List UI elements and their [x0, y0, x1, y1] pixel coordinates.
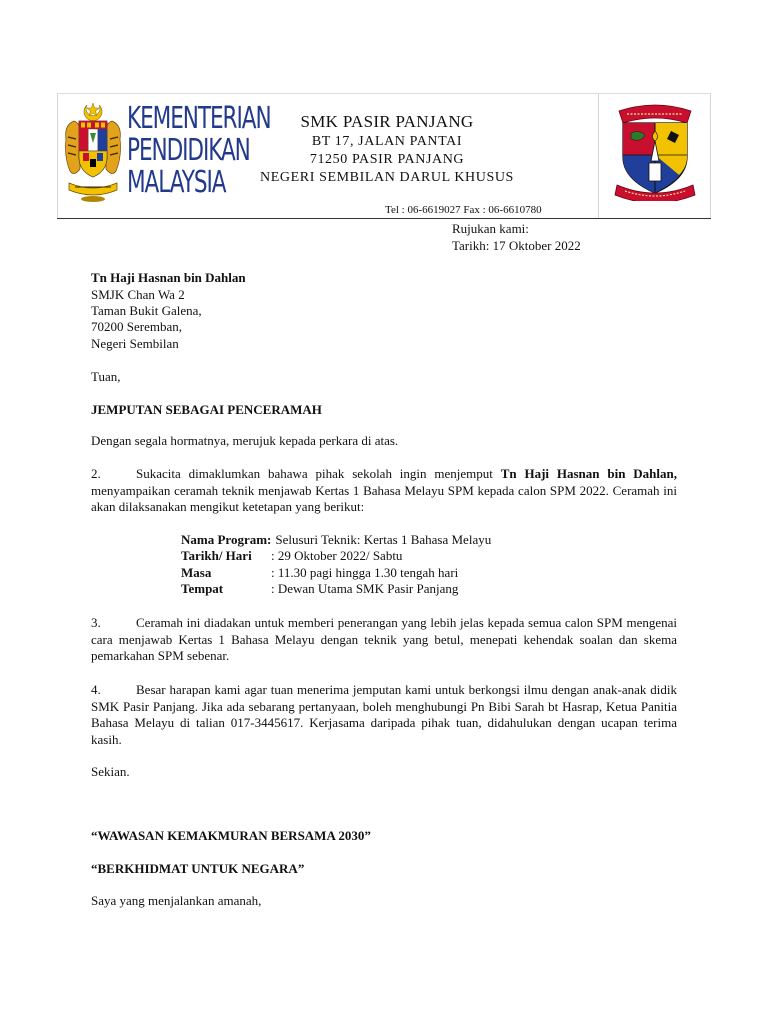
reference-number: Rujukan kami: [452, 221, 529, 236]
paragraph-text: Ceramah ini diadakan untuk memberi penerangan yang lebih jelas kepada semua calon SPM mengenai cara menjawab Kertas 1 Bahasa Melayu dengan teknik yang betul, menepati kehendak soalan dan skema pemarkahan SPM sebenar. [91, 615, 677, 663]
recipient-address-line: Taman Bukit Galena, [91, 303, 202, 318]
closing: Sekian. [91, 764, 130, 779]
paragraph-4 [91, 682, 677, 748]
motto-wawasan: “WAWASAN KEMAKMURAN BERSAMA 2030” [91, 828, 371, 843]
detail-value: Selusuri Teknik: Kertas 1 Bahasa Melayu [275, 532, 492, 547]
paragraph-3 [91, 615, 677, 665]
opening-line: Dengan segala hormatnya, merujuk kepada perkara di atas. [91, 433, 399, 448]
detail-value: : 11.30 pagi hingga 1.30 tengah hari [271, 565, 459, 580]
recipient-address-line: Negeri Sembilan [91, 336, 179, 351]
sign-off: Saya yang menjalankan amanah, [91, 893, 262, 908]
detail-label: Tarikh/ Hari [181, 548, 252, 563]
letter-date: Tarikh: 17 Oktober 2022 [452, 238, 581, 253]
malaysia-coat-of-arms-icon [63, 99, 123, 211]
detail-row-venue [181, 581, 458, 598]
paragraph-text: Sukacita dimaklumkan bahawa pihak sekolah ingin menjemput [136, 466, 501, 481]
recipient-address-line: SMJK Chan Wa 2 [91, 287, 185, 302]
detail-row-date [181, 548, 402, 565]
school-crest-icon [609, 101, 701, 201]
paragraph-2 [91, 466, 677, 516]
ministry-line: KEMENTERIAN [127, 101, 271, 136]
letterhead-top-rule [57, 93, 711, 94]
letterhead-divider [57, 93, 58, 218]
recipient-address-line: 70200 Seremban, [91, 319, 182, 334]
school-name: SMK PASIR PANJANG [300, 112, 474, 131]
contact-numbers: Tel : 06-6619027 Fax : 06-6610780 [385, 204, 542, 216]
recipient-name: Tn Haji Hasnan bin Dahlan [91, 270, 246, 285]
motto-berkhidmat: “BERKHIDMAT UNTUK NEGARA” [91, 861, 305, 876]
detail-row-time [181, 565, 458, 582]
paragraph-text: Besar harapan kami agar tuan menerima jemputan kami untuk berkongsi ilmu dengan anak-anak didik SMK Pasir Panjang. Jika ada sebarang pertanyaan, boleh menghubungi Pn Bibi Sarah bt Hasrap, Ketua Panitia Bahasa Melayu di talian 017-3445617. Kerjasama daripada pihak tuan, didahulukan dengan ucapan terima kasih. [91, 682, 677, 747]
letter-subject: JEMPUTAN SEBAGAI PENCERAMAH [91, 402, 322, 417]
letterhead [57, 93, 711, 219]
invitee-name: Tn Haji Hasnan bin Dahlan, [500, 466, 677, 481]
ministry-line: PENDIDIKAN [127, 133, 250, 168]
paragraph-number: 3. [91, 615, 101, 630]
letterhead-divider [598, 93, 599, 218]
detail-label: Tempat [181, 581, 224, 596]
paragraph-number: 4. [91, 682, 101, 697]
address-line: BT 17, JALAN PANTAI [311, 134, 463, 149]
ministry-line: MALAYSIA [127, 165, 226, 200]
salutation: Tuan, [91, 369, 121, 384]
letterhead-divider [710, 93, 711, 218]
school-address-block [242, 111, 532, 187]
detail-label: Nama Program: [181, 532, 272, 547]
address-line: NEGERI SEMBILAN DARUL KHUSUS [260, 170, 514, 185]
detail-row-program [181, 532, 491, 549]
detail-value: : Dewan Utama SMK Pasir Panjang [271, 581, 459, 596]
address-line: 71250 PASIR PANJANG [309, 152, 465, 167]
detail-label: Masa [181, 565, 212, 580]
detail-value: : 29 Oktober 2022/ Sabtu [271, 548, 403, 563]
paragraph-number: 2. [91, 466, 101, 481]
paragraph-text: menyampaikan ceramah teknik menjawab Kertas 1 Bahasa Melayu SPM kepada calon SPM 2022. Ceramah ini akan dilaksanakan mengikut ketetapan yang berikut: [91, 482, 677, 514]
